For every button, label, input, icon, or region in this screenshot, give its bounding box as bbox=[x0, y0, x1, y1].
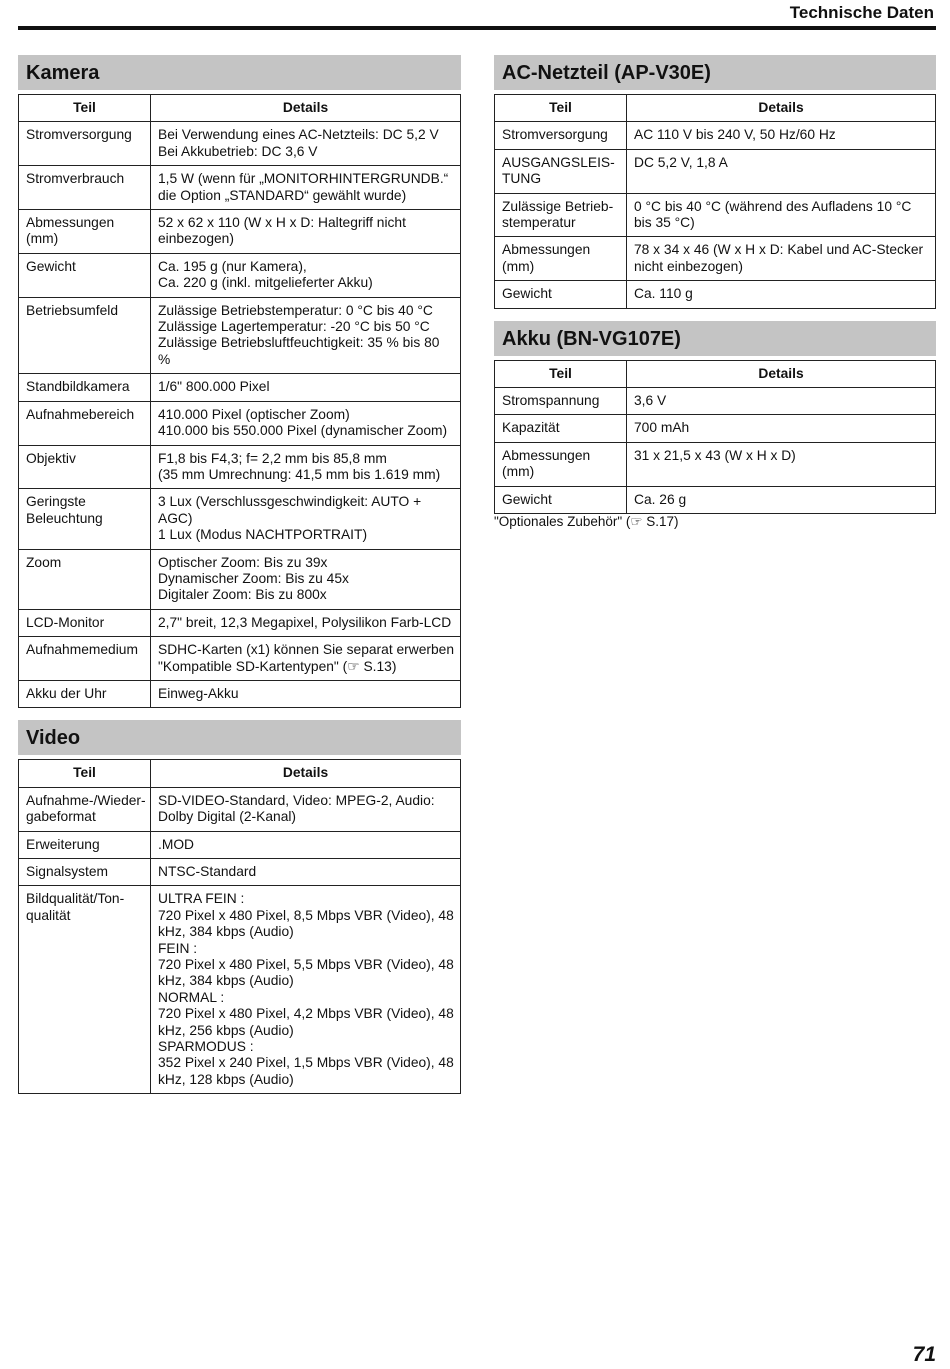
row-details bbox=[151, 886, 461, 1094]
detail-line: 78 x 34 x 46 (W x H x D: Kabel und AC-Stecker nicht einbezogen) bbox=[634, 242, 924, 274]
row-part: Stromversorgung bbox=[19, 122, 151, 166]
detail-line: (35 mm Umrechnung: 41,5 mm bis 1.619 mm) bbox=[158, 466, 441, 482]
detail-line: Ca. 110 g bbox=[634, 286, 693, 302]
row-details bbox=[627, 486, 936, 513]
table-row bbox=[495, 442, 936, 486]
row-part: Abmessungen (mm) bbox=[19, 210, 151, 254]
row-details bbox=[627, 281, 936, 308]
section-title: Kamera bbox=[18, 55, 461, 90]
table-row bbox=[495, 388, 936, 415]
table-row bbox=[495, 281, 936, 308]
row-details bbox=[151, 609, 461, 636]
table-row bbox=[19, 374, 461, 401]
detail-line: 3,6 V bbox=[634, 393, 667, 409]
row-details bbox=[627, 415, 936, 442]
detail-line: 1 Lux (Modus NACHTPORTRAIT) bbox=[158, 527, 368, 543]
row-part: Aufnahmemedium bbox=[19, 637, 151, 681]
column-header-part: Teil bbox=[495, 360, 627, 387]
row-details bbox=[627, 237, 936, 281]
section-akku bbox=[494, 321, 936, 530]
detail-line: NTSC-Standard bbox=[158, 864, 257, 879]
row-part: Gewicht bbox=[495, 486, 627, 513]
detail-line: Bei Akkubetrieb: DC 3,6 V bbox=[158, 143, 318, 159]
detail-line: 720 Pixel x 480 Pixel, 5,5 Mbps VBR (Video), 48 kHz, 384 kbps (Audio) bbox=[158, 957, 454, 989]
detail-line: 720 Pixel x 480 Pixel, 4,2 Mbps VBR (Video), 48 kHz, 256 kbps (Audio) bbox=[158, 1006, 454, 1038]
reference-link[interactable]: "Optionales Zubehör" (☞ S.17) bbox=[494, 514, 679, 530]
section-title: AC-Netzteil (AP-V30E) bbox=[494, 55, 936, 90]
table-row bbox=[495, 415, 936, 442]
section-netzteil bbox=[494, 55, 936, 309]
detail-line: 720 Pixel x 480 Pixel, 8,5 Mbps VBR (Video), 48 kHz, 384 kbps (Audio) bbox=[158, 907, 454, 940]
detail-line: 700 mAh bbox=[634, 420, 690, 436]
table-row bbox=[19, 787, 461, 831]
row-details bbox=[151, 549, 461, 609]
row-details bbox=[151, 401, 461, 445]
detail-line: Bei Verwendung eines AC-Netzteils: DC 5,2 V bbox=[158, 127, 439, 143]
detail-line: 52 x 62 x 110 (W x H x D: Haltegriff nicht einbezogen) bbox=[158, 215, 406, 247]
detail-line: 410.000 Pixel (optischer Zoom) bbox=[158, 406, 350, 422]
table-row bbox=[19, 401, 461, 445]
detail-line: ULTRA FEIN : bbox=[158, 891, 245, 907]
row-part: Betriebsumfeld bbox=[19, 297, 151, 374]
row-part: Erweiterung bbox=[19, 831, 151, 858]
right-column bbox=[494, 55, 936, 542]
row-part: Aufnahme-/Wiedergabeformat bbox=[19, 787, 151, 831]
detail-line: "Kompatible SD-Kartentypen" (☞ S.13) bbox=[158, 658, 397, 674]
detail-line: 0 °C bis 40 °C (während des Aufladens 10 °C bis 35 °C) bbox=[634, 198, 912, 231]
row-details bbox=[151, 787, 461, 831]
table-row bbox=[495, 149, 936, 193]
page-header-title: Technische Daten bbox=[789, 3, 934, 22]
row-details bbox=[151, 210, 461, 254]
row-details bbox=[627, 122, 936, 149]
table-row bbox=[19, 637, 461, 681]
section-title: Akku (BN-VG107E) bbox=[494, 321, 936, 356]
row-details bbox=[151, 859, 461, 886]
row-details bbox=[627, 442, 936, 486]
row-details bbox=[151, 253, 461, 297]
section-title: Video bbox=[18, 720, 461, 755]
detail-line: 2,7" breit, 12,3 Megapixel, Polysilikon Farb-LCD bbox=[158, 614, 452, 630]
table-row bbox=[19, 549, 461, 609]
row-details bbox=[151, 374, 461, 401]
row-details bbox=[151, 122, 461, 166]
row-part: Aufnahmebereich bbox=[19, 401, 151, 445]
row-details bbox=[151, 445, 461, 489]
detail-line: SD-VIDEO-Standard, Video: MPEG-2, Audio: Dolby Digital (2-Kanal) bbox=[158, 792, 435, 825]
spec-table bbox=[494, 94, 936, 309]
table-row bbox=[19, 859, 461, 886]
row-details bbox=[151, 297, 461, 374]
detail-line: FEIN : bbox=[158, 940, 198, 956]
row-details bbox=[627, 149, 936, 193]
table-header-row bbox=[19, 760, 461, 787]
detail-line: SPARMODUS : bbox=[158, 1039, 254, 1055]
row-details bbox=[627, 388, 936, 415]
table-row bbox=[495, 193, 936, 237]
detail-line: 352 Pixel x 240 Pixel, 1,5 Mbps VBR (Video), 48 kHz, 128 kbps (Audio) bbox=[158, 1055, 454, 1087]
column-header-details: Details bbox=[627, 360, 936, 387]
detail-line: 1,5 W (wenn für „MONITORHINTERGRUNDB.“ die Option „STANDARD“ gewählt wurde) bbox=[158, 171, 449, 203]
detail-line: AC 110 V bis 240 V, 50 Hz/60 Hz bbox=[634, 127, 836, 143]
row-part: Gewicht bbox=[19, 253, 151, 297]
detail-line: Zulässige Betriebstemperatur: 0 °C bis 40 °C bbox=[158, 302, 433, 318]
table-row bbox=[19, 210, 461, 254]
detail-line: DC 5,2 V, 1,8 A bbox=[634, 154, 728, 170]
row-part: Abmessungen (mm) bbox=[495, 442, 627, 486]
column-header-part: Teil bbox=[19, 95, 151, 122]
column-header-details: Details bbox=[151, 95, 461, 122]
page-number: 71 bbox=[912, 1343, 936, 1366]
table-row bbox=[19, 166, 461, 210]
detail-line: Digitaler Zoom: Bis zu 800x bbox=[158, 587, 327, 603]
left-column bbox=[18, 55, 461, 1106]
row-part: Kapazität bbox=[495, 415, 627, 442]
table-row bbox=[495, 486, 936, 513]
column-header-details: Details bbox=[627, 95, 936, 122]
detail-line: Dynamischer Zoom: Bis zu 45x bbox=[158, 570, 349, 586]
table-row bbox=[19, 253, 461, 297]
row-details bbox=[151, 489, 461, 549]
row-part: LCD-Monitor bbox=[19, 609, 151, 636]
table-row bbox=[19, 445, 461, 489]
row-part: Zoom bbox=[19, 549, 151, 609]
row-part: Stromspannung bbox=[495, 388, 627, 415]
detail-line: Zulässige Lagertemperatur: -20 °C bis 50 °C bbox=[158, 319, 430, 335]
table-row bbox=[19, 297, 461, 374]
section-video bbox=[18, 720, 461, 1094]
spec-table bbox=[18, 759, 461, 1094]
row-details bbox=[151, 831, 461, 858]
detail-line: 410.000 bis 550.000 Pixel (dynamischer Zoom) bbox=[158, 423, 448, 439]
detail-line: Ca. 26 g bbox=[634, 491, 687, 507]
table-row bbox=[19, 609, 461, 636]
row-part: Bildqualität/Tonqualität bbox=[19, 886, 151, 1094]
row-part: Geringste Beleuchtung bbox=[19, 489, 151, 549]
column-header-details: Details bbox=[151, 760, 461, 787]
row-details bbox=[627, 193, 936, 237]
table-row bbox=[495, 237, 936, 281]
detail-line: 3 Lux (Verschlussgeschwindigkeit: AUTO + AGC) bbox=[158, 494, 422, 526]
detail-line: .MOD bbox=[158, 836, 195, 852]
row-part: Signalsystem bbox=[19, 859, 151, 886]
row-part: Objektiv bbox=[19, 445, 151, 489]
table-row bbox=[19, 680, 461, 707]
section-kamera bbox=[18, 55, 461, 708]
row-part: Abmessungen (mm) bbox=[495, 237, 627, 281]
detail-line: Ca. 195 g (nur Kamera), bbox=[158, 258, 307, 274]
row-details bbox=[151, 637, 461, 681]
row-part: Akku der Uhr bbox=[19, 680, 151, 707]
detail-line: Zulässige Betriebsluftfeuchtigkeit: 35 % bis 80 % bbox=[158, 335, 440, 367]
detail-line: Einweg-Akku bbox=[158, 685, 239, 701]
detail-line: F1,8 bis F4,3; f= 2,2 mm bis 85,8 mm bbox=[158, 450, 387, 466]
column-header-part: Teil bbox=[495, 95, 627, 122]
table-header-row bbox=[495, 95, 936, 122]
detail-line: Optischer Zoom: Bis zu 39x bbox=[158, 554, 328, 570]
table-row bbox=[19, 489, 461, 549]
table-row bbox=[19, 122, 461, 166]
row-part: Zulässige Betriebstemperatur bbox=[495, 193, 627, 237]
spec-table bbox=[18, 94, 461, 708]
spec-table bbox=[494, 360, 936, 514]
column-header-part: Teil bbox=[19, 760, 151, 787]
detail-line: SDHC-Karten (x1) können Sie separat erwerben bbox=[158, 642, 455, 658]
row-part: AUSGANGSLEISTUNG bbox=[495, 149, 627, 193]
detail-line: 31 x 21,5 x 43 (W x H x D) bbox=[634, 447, 796, 463]
row-part: Stromverbrauch bbox=[19, 166, 151, 210]
detail-line: NORMAL : bbox=[158, 989, 225, 1005]
page-header bbox=[18, 0, 936, 30]
table-header-row bbox=[19, 95, 461, 122]
row-part: Stromversorgung bbox=[495, 122, 627, 149]
row-part: Standbildkamera bbox=[19, 374, 151, 401]
row-part: Gewicht bbox=[495, 281, 627, 308]
detail-line: 1/6" 800.000 Pixel bbox=[158, 379, 270, 395]
table-row bbox=[495, 122, 936, 149]
table-header-row bbox=[495, 360, 936, 387]
detail-line: Ca. 220 g (inkl. mitgelieferter Akku) bbox=[158, 275, 373, 291]
table-row bbox=[19, 886, 461, 1094]
row-details bbox=[151, 166, 461, 210]
table-row bbox=[19, 831, 461, 858]
row-details bbox=[151, 680, 461, 707]
